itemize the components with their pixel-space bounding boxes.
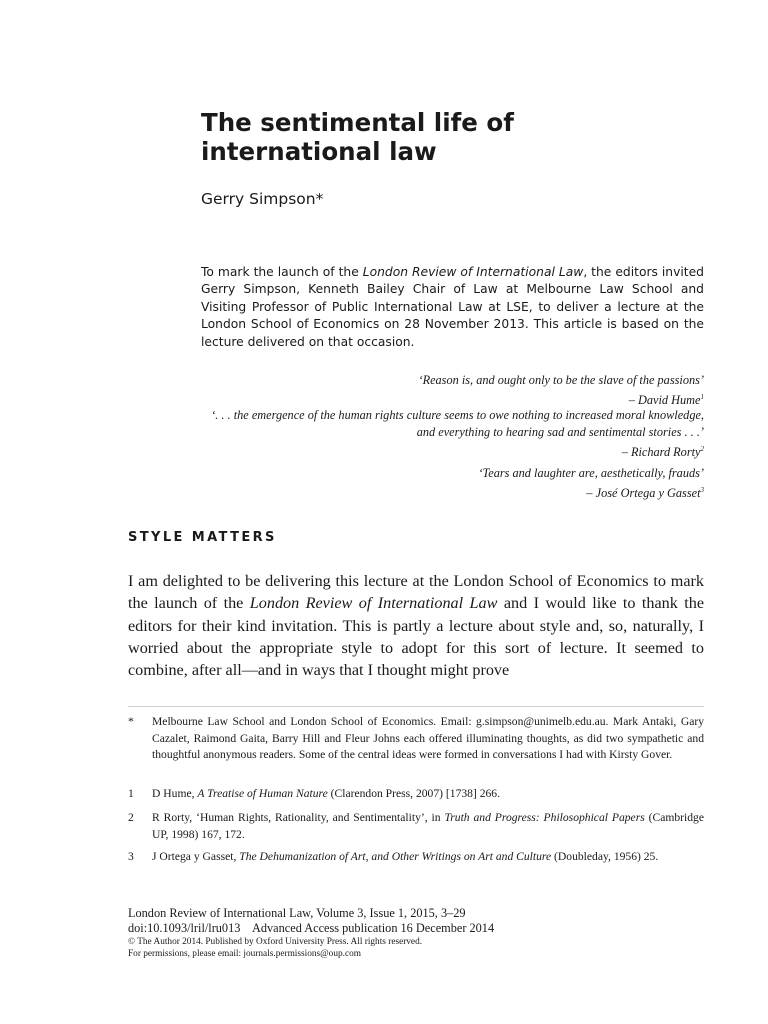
footnote-work-title: Truth and Progress: Philosophical Papers	[444, 811, 645, 824]
footnote-author	[128, 714, 704, 764]
section-heading: STYLE MATTERS	[128, 530, 277, 545]
epigraph-quote: ‘. . . the emergence of the human rights culture seems to owe nothing to increased moral knowledge, and everything to hearing sad and sentimental stories . . .’	[211, 408, 704, 439]
journal-citation: London Review of International Law, Volume 3, Issue 1, 2015, 3–29	[128, 906, 466, 920]
footnote-mark: 3	[128, 850, 134, 863]
abstract-text-post: , the editors invited Gerry Simpson, Kenneth Bailey Chair of Law at Melbourne Law School and Visiting Professor of Public International Law at LSE, to deliver a lecture at the London School of Economics on 28 November 2013. This article is based on the lecture delivered on that occasion.	[201, 265, 704, 349]
epigraph-quote: ‘Tears and laughter are, aesthetically, frauds’	[478, 466, 704, 480]
article-title: The sentimental life of international law	[201, 108, 514, 166]
footnote-text-pre: J Ortega y Gasset,	[152, 850, 240, 863]
epigraph-attribution	[204, 441, 704, 461]
journal-info	[128, 906, 704, 960]
footnote-text	[152, 786, 704, 803]
journal-permissions[interactable]: For permissions, please email: journals.permissions@oup.com	[128, 949, 361, 959]
footnote-2	[128, 810, 704, 843]
body-text-pre: I am delighted to be delivering this lecture at the London School of Economics to mark the launch of the	[128, 572, 704, 613]
journal-copyright: © The Author 2014. Published by Oxford University Press. All rights reserved.	[128, 937, 423, 947]
footnote-ref-2[interactable]: 2	[700, 445, 704, 453]
footnote-mark: 2	[128, 811, 134, 824]
footnote-text	[152, 849, 704, 866]
footnote-mark: 1	[128, 787, 134, 800]
body-paragraph	[128, 570, 704, 681]
footnote-text-pre: D Hume,	[152, 787, 198, 800]
body-journal-name: London Review of International Law	[249, 594, 498, 613]
epigraph-quote: ‘Reason is, and ought only to be the slave of the passions’	[418, 373, 704, 387]
footnote-ref-1[interactable]: 1	[700, 393, 704, 401]
footnote-mark: *	[128, 715, 134, 728]
epigraph-attribution	[234, 482, 704, 502]
body-text-post: and I would like to thank the editors for their kind invitation. This is partly a lecture about style and, so, naturally, I worried about the appropriate style to adopt for this sort of lecture. It seemed to combine, after all—and in ways that I thought might prove	[128, 594, 705, 680]
footnote-text-post: (Cambridge UP, 1998) 167, 172.	[152, 811, 704, 841]
epigraph-hume	[234, 372, 704, 409]
footnote-text-pre: R Rorty, ‘Human Rights, Rationality, and Sentimentality’, in	[152, 811, 445, 824]
footnote-text-post: (Doubleday, 1956) 25.	[551, 850, 659, 863]
epigraph-ortega	[234, 465, 704, 502]
abstract-text-pre: To mark the launch of the	[201, 265, 363, 279]
footnote-ref-3[interactable]: 3	[700, 486, 704, 494]
epigraph-attribution-text: – José Ortega y Gasset	[586, 486, 701, 501]
epigraph-rorty	[204, 407, 704, 461]
footnote-work-title: A Treatise of Human Nature	[197, 787, 328, 800]
epigraph-attribution-text: – David Hume	[628, 393, 701, 408]
footnote-divider	[128, 706, 704, 707]
article-author: Gerry Simpson*	[201, 190, 324, 208]
footnote-1	[128, 786, 704, 803]
journal-doi[interactable]: doi:10.1093/lril/lru013 Advanced Access publication 16 December 2014	[128, 921, 495, 935]
footnote-text-post: (Clarendon Press, 2007) [1738] 266.	[327, 787, 501, 800]
abstract-journal-name: London Review of International Law	[362, 265, 584, 279]
footnote-work-title: The Dehumanization of Art, and Other Writings on Art and Culture	[239, 850, 552, 863]
epigraph-attribution-text: – Richard Rorty	[621, 445, 701, 460]
footnote-text	[152, 810, 704, 843]
article-abstract	[201, 264, 704, 351]
footnote-3	[128, 849, 704, 866]
footnote-text: Melbourne Law School and London School of Economics. Email: g.simpson@unimelb.edu.au. Mark Antaki, Gary Cazalet, Raimond Gaita, Barry Hill and Fleur Johns each offered illuminating thoughts, as did two sympathetic and thoughtful anonymous readers. Some of the central ideas were formed in conversations I had with Kirsty Gover.	[152, 715, 704, 762]
